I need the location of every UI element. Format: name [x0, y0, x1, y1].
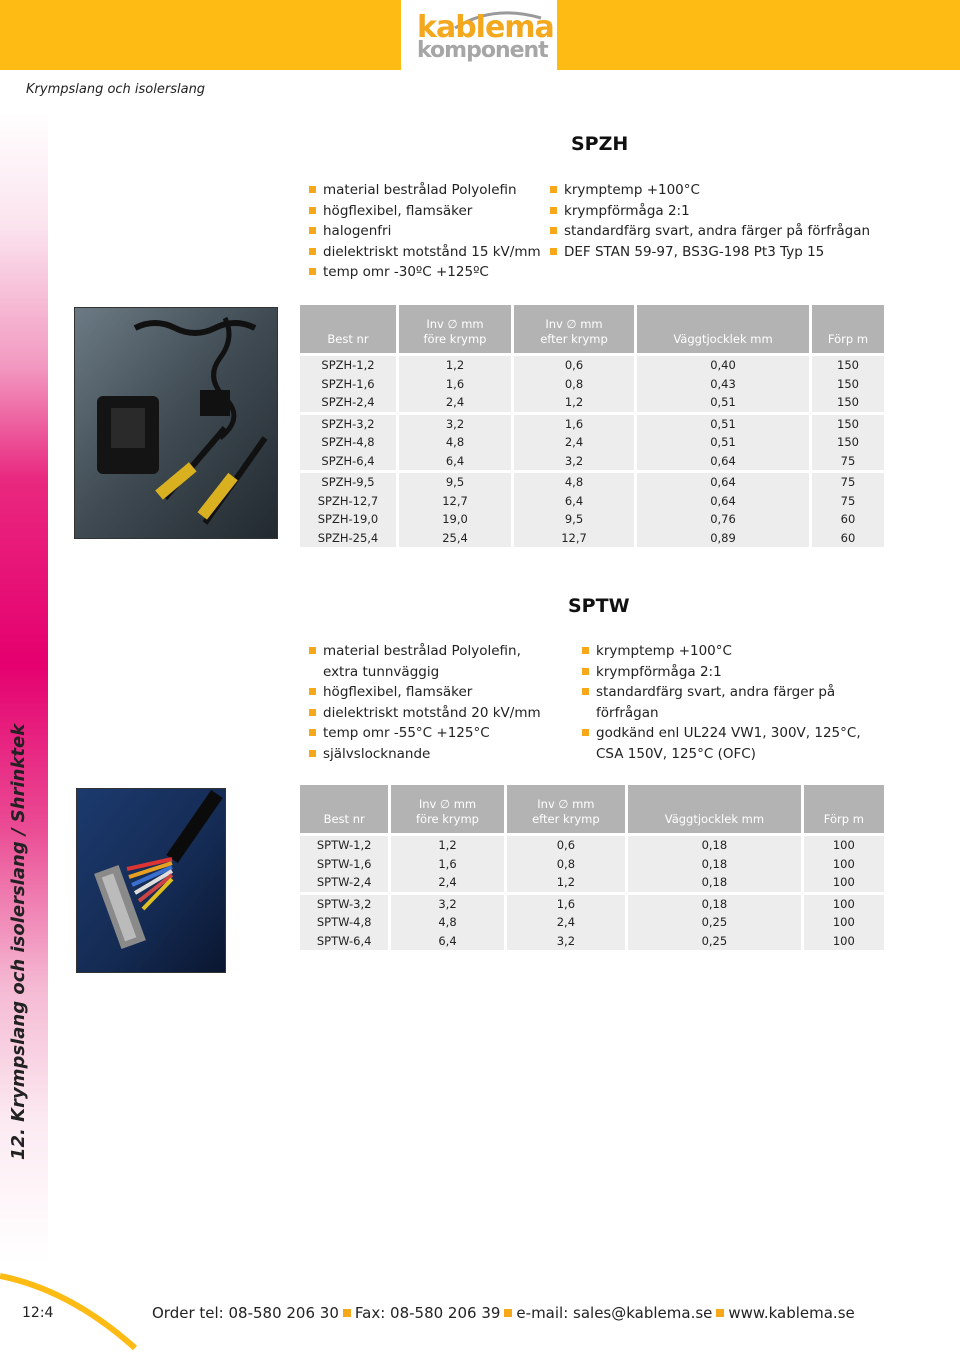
- column-header: [804, 785, 884, 833]
- table-cell: 0,6: [514, 356, 634, 375]
- feature-text: standardfärg svart, andra färger på förfrågan: [596, 684, 836, 721]
- table-row: [300, 452, 884, 471]
- table-row: [300, 510, 884, 529]
- bullet-square-icon: [582, 668, 589, 675]
- table-cell: 0,51: [637, 415, 809, 434]
- table-cell: SPZH-1,6: [300, 375, 396, 394]
- table-row: [300, 529, 884, 548]
- bullet-square-icon: [309, 729, 316, 736]
- column-header: [391, 785, 503, 833]
- table-cell: 4,8: [399, 433, 511, 452]
- bullet-square-icon: [309, 207, 316, 214]
- table-row: [300, 913, 884, 932]
- footer-swoosh-icon: [0, 1270, 140, 1354]
- table-cell: SPZH-9,5: [300, 473, 396, 492]
- table-cell: 150: [812, 393, 884, 412]
- column-header: [514, 305, 634, 353]
- bullet-square-icon: [582, 729, 589, 736]
- table-cell: 0,51: [637, 393, 809, 412]
- feature-text: högflexibel, flamsäker: [323, 202, 473, 219]
- logo-word-bottom: komponent: [417, 38, 548, 63]
- table-cell: SPZH-19,0: [300, 510, 396, 529]
- table-cell: 6,4: [391, 932, 503, 951]
- feature-text: krympförmåga 2:1: [596, 663, 722, 680]
- feature-item: [550, 242, 880, 263]
- separator-square-icon: [716, 1309, 724, 1317]
- table-row: [300, 375, 884, 394]
- table-cell: SPZH-12,7: [300, 492, 396, 511]
- table-cell: 19,0: [399, 510, 511, 529]
- table-row: [300, 356, 884, 375]
- feature-text: dielektriskt motstånd 20 kV/mm: [323, 704, 541, 721]
- table-cell: 1,6: [391, 855, 503, 874]
- feature-text: material bestrålad Polyolefin: [323, 182, 517, 198]
- table-row: [300, 393, 884, 412]
- table-cell: 12,7: [399, 492, 511, 511]
- table-cell: 3,2: [507, 932, 625, 951]
- table-cell: 2,4: [399, 393, 511, 412]
- sptw-spec-table: [297, 785, 887, 950]
- feature-text: dielektriskt motstånd 15 kV/mm: [323, 243, 541, 260]
- table-header-row: [300, 785, 884, 833]
- feature-text: krymptemp +100°C: [564, 182, 700, 198]
- table-row: [300, 895, 884, 914]
- column-header-line2: Förp m: [827, 332, 869, 346]
- fax-number: Fax: 08-580 206 39: [354, 1304, 501, 1322]
- column-header: [399, 305, 511, 353]
- table-cell: 25,4: [399, 529, 511, 548]
- bullet-square-icon: [309, 709, 316, 716]
- table-cell: SPTW-1,2: [300, 836, 388, 855]
- table-cell: 100: [804, 932, 884, 951]
- table-cell: 6,4: [399, 452, 511, 471]
- table-cell: SPZH-25,4: [300, 529, 396, 548]
- column-header-line2: Best nr: [323, 812, 365, 826]
- table-row: [300, 855, 884, 874]
- table-cell: 3,2: [514, 452, 634, 471]
- footer-contact: [152, 1304, 855, 1322]
- feature-item: [582, 723, 882, 764]
- category-title: Krympslang och isolerslang: [26, 82, 206, 97]
- table-cell: 0,18: [628, 855, 801, 874]
- table-cell: SPZH-4,8: [300, 433, 396, 452]
- feature-item: [309, 180, 544, 201]
- column-header: [300, 785, 388, 833]
- bullet-square-icon: [309, 647, 316, 654]
- table-cell: 0,25: [628, 913, 801, 932]
- spzh-features-right: [550, 180, 880, 262]
- column-header-line2: före krymp: [415, 812, 479, 826]
- table-cell: 12,7: [514, 529, 634, 548]
- table-cell: 1,2: [507, 873, 625, 892]
- feature-text: högflexibel, flamsäker: [323, 684, 473, 700]
- table-cell: SPTW-4,8: [300, 913, 388, 932]
- feature-item: [309, 242, 544, 263]
- page-number: 12:4: [22, 1305, 54, 1321]
- column-header: [628, 785, 801, 833]
- table-cell: 150: [812, 415, 884, 434]
- table-cell: SPTW-1,6: [300, 855, 388, 874]
- bullet-square-icon: [550, 227, 557, 234]
- sptw-product-photo: [76, 788, 226, 973]
- table-cell: 75: [812, 492, 884, 511]
- bullet-square-icon: [309, 750, 316, 757]
- table-cell: 100: [804, 855, 884, 874]
- sidebar-label: 12. Krympslang och isolerslang / Shrinktek: [8, 723, 29, 1160]
- table-row: [300, 492, 884, 511]
- column-header-line2: Väggtjocklek mm: [664, 812, 765, 826]
- table-cell: 0,64: [637, 492, 809, 511]
- feature-text: självslocknande: [323, 745, 431, 762]
- table-cell: SPZH-6,4: [300, 452, 396, 471]
- table-cell: 3,2: [391, 895, 503, 914]
- table-cell: 0,18: [628, 836, 801, 855]
- table-cell: 0,8: [514, 375, 634, 394]
- bullet-square-icon: [582, 688, 589, 695]
- table-cell: SPZH-2,4: [300, 393, 396, 412]
- table-cell: SPTW-3,2: [300, 895, 388, 914]
- column-header-line2: före krymp: [423, 332, 487, 346]
- table-cell: 3,2: [399, 415, 511, 434]
- feature-text: material bestrålad Polyolefin, extra tunnväggig: [323, 643, 521, 680]
- feature-item: [582, 662, 882, 683]
- table-cell: 150: [812, 356, 884, 375]
- spzh-title: SPZH: [571, 133, 629, 155]
- separator-square-icon: [504, 1309, 512, 1317]
- table-cell: 0,43: [637, 375, 809, 394]
- table-cell: 75: [812, 473, 884, 492]
- feature-item: [309, 723, 544, 744]
- table-cell: 0,76: [637, 510, 809, 529]
- table-cell: 1,2: [514, 393, 634, 412]
- column-header-line1: Inv ∅ mm: [537, 797, 595, 811]
- bullet-square-icon: [309, 186, 316, 193]
- feature-item: [582, 682, 882, 723]
- column-header-line2: Väggtjocklek mm: [673, 332, 773, 346]
- column-header-line1: Inv ∅ mm: [426, 317, 484, 331]
- column-header: [812, 305, 884, 353]
- table-cell: 0,18: [628, 895, 801, 914]
- feature-text: temp omr -55°C +125°C: [323, 725, 490, 741]
- feature-text: DEF STAN 59-97, BS3G-198 Pt3 Typ 15: [564, 243, 825, 260]
- sptw-features-right: [582, 641, 882, 764]
- table-cell: 2,4: [391, 873, 503, 892]
- table-cell: 0,89: [637, 529, 809, 548]
- bullet-square-icon: [309, 268, 316, 275]
- table-cell: SPTW-2,4: [300, 873, 388, 892]
- feature-text: krymptemp +100°C: [596, 643, 732, 659]
- feature-item: [550, 180, 880, 201]
- logo-word-top: kablema: [417, 10, 554, 45]
- column-header-line2: Förp m: [823, 812, 864, 826]
- feature-item: [309, 201, 544, 222]
- table-cell: 1,2: [391, 836, 503, 855]
- table-cell: 100: [804, 836, 884, 855]
- table-cell: 0,51: [637, 433, 809, 452]
- table-cell: 1,2: [399, 356, 511, 375]
- table-cell: 0,25: [628, 932, 801, 951]
- bullet-square-icon: [309, 688, 316, 695]
- feature-text: krympförmåga 2:1: [564, 202, 690, 219]
- table-row: [300, 932, 884, 951]
- table-row: [300, 473, 884, 492]
- feature-item: [582, 641, 882, 662]
- spzh-product-photo: [74, 307, 278, 539]
- column-header-line2: efter krymp: [540, 332, 608, 346]
- table-cell: 1,6: [507, 895, 625, 914]
- bullet-square-icon: [550, 248, 557, 255]
- column-header: [637, 305, 809, 353]
- table-cell: 2,4: [514, 433, 634, 452]
- column-header-line1: Inv ∅ mm: [545, 317, 603, 331]
- table-cell: 4,8: [514, 473, 634, 492]
- table-cell: 6,4: [514, 492, 634, 511]
- feature-item: [309, 682, 544, 703]
- table-cell: 0,64: [637, 473, 809, 492]
- order-phone: Order tel: 08-580 206 30: [152, 1304, 339, 1322]
- feature-text: temp omr -30ºC +125ºC: [323, 264, 489, 280]
- table-cell: 9,5: [514, 510, 634, 529]
- feature-item: [309, 262, 544, 283]
- email-link[interactable]: e-mail: sales@kablema.se: [516, 1304, 713, 1322]
- table-cell: 150: [812, 433, 884, 452]
- table-cell: 1,6: [399, 375, 511, 394]
- table-cell: 1,6: [514, 415, 634, 434]
- column-header-line2: Best nr: [327, 332, 369, 346]
- feature-item: [309, 744, 544, 765]
- table-cell: 75: [812, 452, 884, 471]
- table-cell: 100: [804, 913, 884, 932]
- table-cell: 0,6: [507, 836, 625, 855]
- feature-item: [309, 641, 544, 682]
- table-cell: 4,8: [391, 913, 503, 932]
- table-row: [300, 433, 884, 452]
- feature-text: halogenfri: [323, 223, 392, 239]
- table-row: [300, 415, 884, 434]
- sptw-features-left: [309, 641, 544, 764]
- bullet-square-icon: [550, 207, 557, 214]
- bullet-square-icon: [550, 186, 557, 193]
- table-cell: 60: [812, 510, 884, 529]
- separator-square-icon: [343, 1309, 351, 1317]
- table-cell: 0,8: [507, 855, 625, 874]
- bullet-square-icon: [582, 647, 589, 654]
- table-cell: SPTW-6,4: [300, 932, 388, 951]
- column-header-line1: Inv ∅ mm: [418, 797, 477, 811]
- table-cell: 0,18: [628, 873, 801, 892]
- table-cell: SPZH-1,2: [300, 356, 396, 375]
- table-cell: 150: [812, 375, 884, 394]
- column-header: [300, 305, 396, 353]
- table-row: [300, 836, 884, 855]
- table-cell: 2,4: [507, 913, 625, 932]
- feature-item: [550, 221, 880, 242]
- sptw-title: SPTW: [568, 595, 630, 617]
- spzh-features-left: [309, 180, 544, 283]
- table-cell: 9,5: [399, 473, 511, 492]
- feature-item: [550, 201, 880, 222]
- table-header-row: [300, 305, 884, 353]
- column-header-line2: efter krymp: [532, 812, 600, 826]
- spzh-spec-table: [297, 305, 887, 547]
- table-cell: 60: [812, 529, 884, 548]
- table-cell: 100: [804, 895, 884, 914]
- table-cell: 100: [804, 873, 884, 892]
- website-link[interactable]: www.kablema.se: [728, 1304, 855, 1322]
- feature-text: standardfärg svart, andra färger på förfrågan: [564, 223, 871, 239]
- bullet-square-icon: [309, 227, 316, 234]
- bullet-square-icon: [309, 248, 316, 255]
- table-row: [300, 873, 884, 892]
- company-logo[interactable]: [401, 0, 557, 70]
- table-cell: 0,40: [637, 356, 809, 375]
- feature-item: [309, 703, 544, 724]
- feature-text: godkänd enl UL224 VW1, 300V, 125°C, CSA 150V, 125°C (OFC): [596, 725, 861, 762]
- feature-item: [309, 221, 544, 242]
- column-header: [507, 785, 625, 833]
- table-cell: 0,64: [637, 452, 809, 471]
- table-cell: SPZH-3,2: [300, 415, 396, 434]
